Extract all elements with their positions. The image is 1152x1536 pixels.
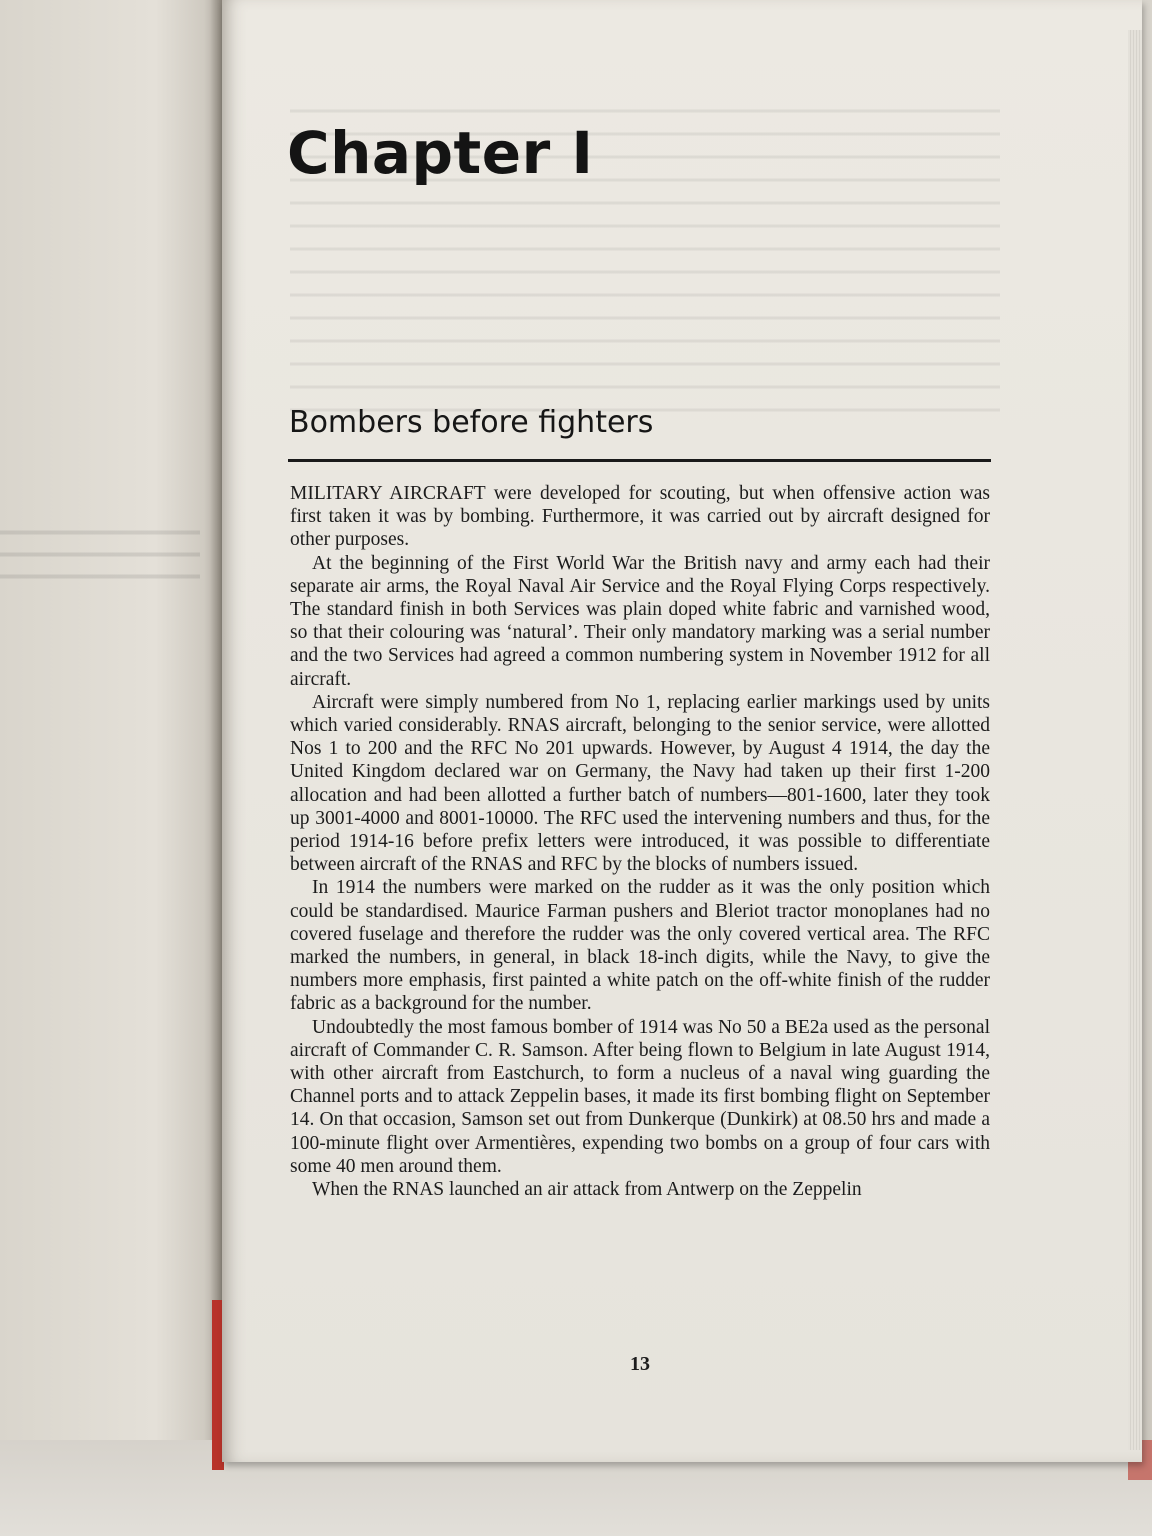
section-title: Bombers before fighters <box>289 405 654 440</box>
paragraph: At the beginning of the First World War the British navy and army each had their separate air arms, the Royal Naval Air Service and the Royal Flying Corps respectively. The standard finish in both Services was plain doped white fabric and varnished wood, so that their colouring was ‘natural’. Their only mandatory marking was a serial number and the two Services had agreed a common numbering system in November 1912 for all aircraft. <box>290 552 990 690</box>
left-page <box>0 0 222 1536</box>
body-text <box>290 482 990 1201</box>
page-number: 13 <box>630 1353 650 1375</box>
paragraph: When the RNAS launched an air attack from Antwerp on the Zeppelin <box>312 1179 862 1201</box>
paragraph: Undoubtedly the most famous bomber of 1914 was No 50 a BE2a used as the personal aircraft of Commander C. R. Samson. After being flown to Belgium in late August 1914, with other aircraft from Eastchurch, to form a nucleus of a naval wing guarding the Channel ports and to attack Zeppelin bases, it made its first bombing flight on September 14. On that occasion, Samson set out from Dunkerque (Dunkirk) at 08.50 hrs and made a 100-minute flight over Armentières, expending two bombs on a group of four cars with some 40 men around them. <box>290 1016 990 1177</box>
paragraph: MILITARY AIRCRAFT were developed for scouting, but when offensive action was first taken it was by bombing. Furthermore, it was carried out by aircraft designed for other purposes. <box>290 483 990 551</box>
section-rule <box>288 459 991 462</box>
chapter-heading: Chapter I <box>287 119 594 187</box>
page-stack-edge <box>1128 30 1142 1450</box>
paragraph: Aircraft were simply numbered from No 1, replacing earlier markings used by units which varied considerably. RNAS aircraft, belonging to the senior service, were allotted Nos 1 to 200 and the RFC No 201 upwards. However, by August 4 1914, the day the United Kingdom declared war on Germany, the Navy had taken up their first 1-200 allocation and had been allotted a further batch of numbers—801-1600, later they took up 3001-4000 and 8001-10000. The RFC used the intervening numbers and thus, for the period 1914-16 before prefix letters were introduced, it was possible to differentiate between aircraft of the RNAS and RFC by the blocks of numbers issued. <box>290 691 990 876</box>
paragraph: In 1914 the numbers were marked on the rudder as it was the only position which could be standardised. Maurice Farman pushers and Bleriot tractor monoplanes had no covered fuselage and therefore the rudder was the only covered vertical area. The RFC marked the numbers, in general, in black 18-inch digits, while the Navy, to give the numbers more emphasis, first painted a white patch on the off-white finish of the rudder fabric as a background for the number. <box>290 877 990 1015</box>
left-page-show-through <box>0 520 200 580</box>
